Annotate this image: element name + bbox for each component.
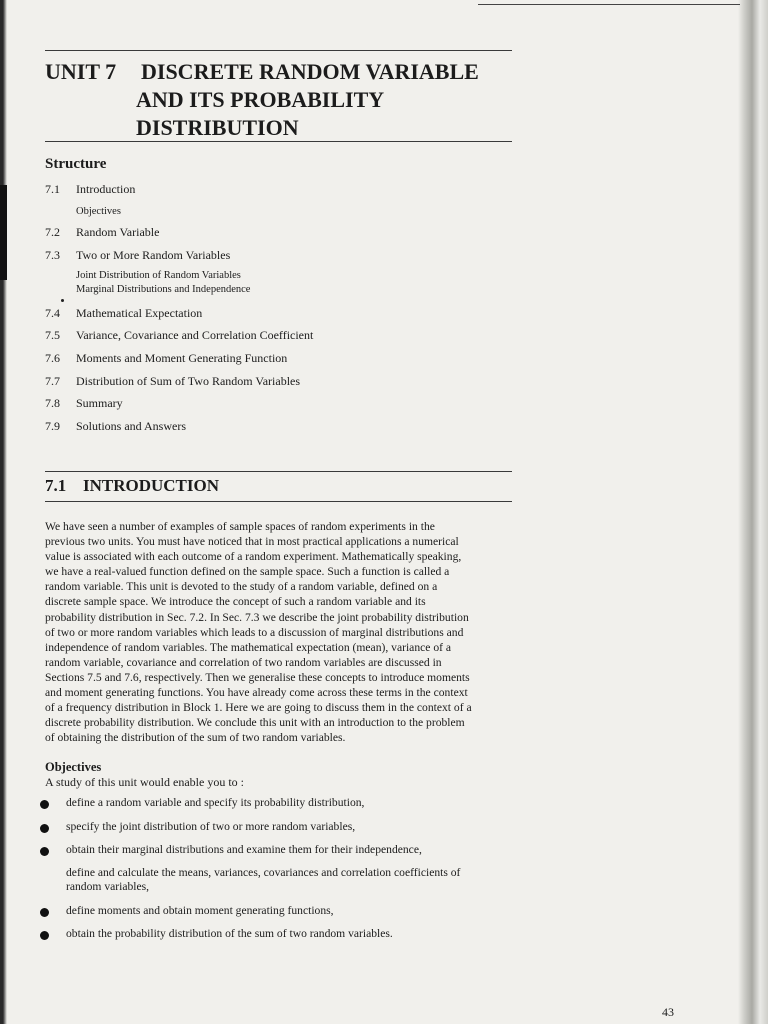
bullet-icon <box>40 824 49 833</box>
section-title: INTRODUCTION <box>83 476 220 495</box>
toc-item-label: Random Variable <box>76 225 160 239</box>
introduction-paragraph <box>45 519 515 745</box>
introduction-heading <box>45 476 219 496</box>
unit-number: UNIT 7 <box>45 59 117 84</box>
toc-item-7-6 <box>45 351 287 366</box>
toc-item-7-3 <box>45 248 230 263</box>
intro-bottom-rule <box>45 501 512 502</box>
toc-subitem: Objectives <box>76 206 121 217</box>
scan-right-edge <box>738 0 768 1024</box>
toc-item-7-4 <box>45 306 202 321</box>
list-item-text: obtain the probability distribution of the sum of two random variables. <box>66 927 393 940</box>
bullet-icon <box>40 931 49 940</box>
toc-item-number: 7.9 <box>45 419 60 433</box>
top-rule <box>45 50 512 51</box>
paragraph-line: discrete probability distribution. We conclude this unit with an introduction to the problem <box>45 716 465 730</box>
toc-item-7-8 <box>45 396 123 411</box>
paragraph-line: random variable. This unit is devoted to the study of a random variable, defined on a <box>45 580 438 594</box>
toc-subitem: Joint Distribution of Random Variables <box>76 270 241 281</box>
paragraph-line: Sections 7.5 and 7.6, respectively. Then we generalise these concepts to introduce moments <box>45 670 470 684</box>
toc-item-7-7 <box>45 374 300 389</box>
list-item-text: define moments and obtain moment generating functions, <box>66 904 334 917</box>
toc-item-label: Two or More Random Variables <box>76 248 231 262</box>
unit-title-line-3: DISTRIBUTION <box>136 115 299 140</box>
bullet-icon <box>40 847 49 856</box>
paragraph-line: we have a real-valued function defined on the sample space. Such a function is called a <box>45 565 450 579</box>
paragraph-line: previous two units. You must have noticed that in most practical applications a numerical <box>45 535 459 549</box>
bullet-icon <box>40 800 49 809</box>
intro-top-rule <box>45 471 512 472</box>
paragraph-line: random variable, covariance and correlation of two random variables are discussed in <box>45 655 442 669</box>
list-item-text: define a random variable and specify its probability distribution, <box>66 796 365 809</box>
paragraph-line: of two or more random variables which leads to a discussion of marginal distributions and <box>45 625 464 639</box>
toc-item-label: Summary <box>76 396 123 410</box>
toc-item-label: Introduction <box>76 182 136 196</box>
bullet-icon <box>40 908 49 917</box>
page-number: 43 <box>662 1005 674 1019</box>
list-item-text: specify the joint distribution of two or more random variables, <box>66 820 356 833</box>
paragraph-line: value is associated with each outcome of a random experiment. Mathematically speaking, <box>45 550 462 564</box>
toc-item-number: 7.5 <box>45 328 60 342</box>
toc-item-number: 7.3 <box>45 248 60 262</box>
toc-item-7-9 <box>45 419 186 434</box>
unit-title-line-1: DISCRETE RANDOM VARIABLE <box>141 59 479 84</box>
toc-item-number: 7.1 <box>45 182 60 196</box>
structure-heading: Structure <box>45 156 107 172</box>
paragraph-line: We have seen a number of examples of sample spaces of random experiments in the <box>45 520 435 533</box>
scan-binding-mark <box>0 185 7 280</box>
toc-item-number: 7.2 <box>45 225 60 239</box>
toc-item-label: Distribution of Sum of Two Random Variables <box>76 374 301 388</box>
toc-item-7-1 <box>45 182 135 197</box>
toc-item-number: 7.6 <box>45 351 60 365</box>
objectives-intro: A study of this unit would enable you to : <box>45 775 244 789</box>
scan-top-edge <box>478 4 740 5</box>
toc-item-7-5 <box>45 328 313 343</box>
section-number: 7.1 <box>45 476 67 495</box>
toc-item-number: 7.4 <box>45 306 60 320</box>
toc-item-number: 7.7 <box>45 374 60 388</box>
paragraph-line: independence of random variables. The mathematical expectation (mean), variance of a <box>45 640 452 654</box>
toc-item-7-2 <box>45 225 159 240</box>
list-item-text: define and calculate the means, variances, covariances and correlation coefficients of <box>66 866 461 879</box>
toc-subitem: Marginal Distributions and Independence <box>76 284 251 295</box>
list-item-text: obtain their marginal distributions and examine them for their independence, <box>66 843 422 856</box>
unit-title <box>45 58 479 142</box>
unit-title-line-2: AND ITS PROBABILITY <box>136 87 385 112</box>
objectives-heading: Objectives <box>45 760 102 774</box>
toc-item-label: Mathematical Expectation <box>76 306 203 320</box>
paragraph-line: probability distribution in Sec. 7.2. In Sec. 7.3 we describe the joint probability distribution <box>45 610 469 624</box>
list-item-text: random variables, <box>66 880 150 893</box>
paragraph-line: and moment generating functions. You have already come across these terms in the context <box>45 686 468 700</box>
scan-left-edge <box>0 0 7 1024</box>
toc-item-label: Variance, Covariance and Correlation Coefficient <box>76 328 314 342</box>
toc-item-number: 7.8 <box>45 396 60 410</box>
paragraph-line: discrete sample space. We introduce the concept of such a random variable and its <box>45 595 426 609</box>
paragraph-line: of obtaining the distribution of the sum of two random variables. <box>45 731 346 745</box>
paragraph-line: of a frequency distribution in Block 1. Here we are going to discuss them in the context of a <box>45 701 472 715</box>
toc-item-label: Moments and Moment Generating Function <box>76 351 288 365</box>
stray-dot <box>61 299 64 302</box>
toc-item-label: Solutions and Answers <box>76 419 187 433</box>
